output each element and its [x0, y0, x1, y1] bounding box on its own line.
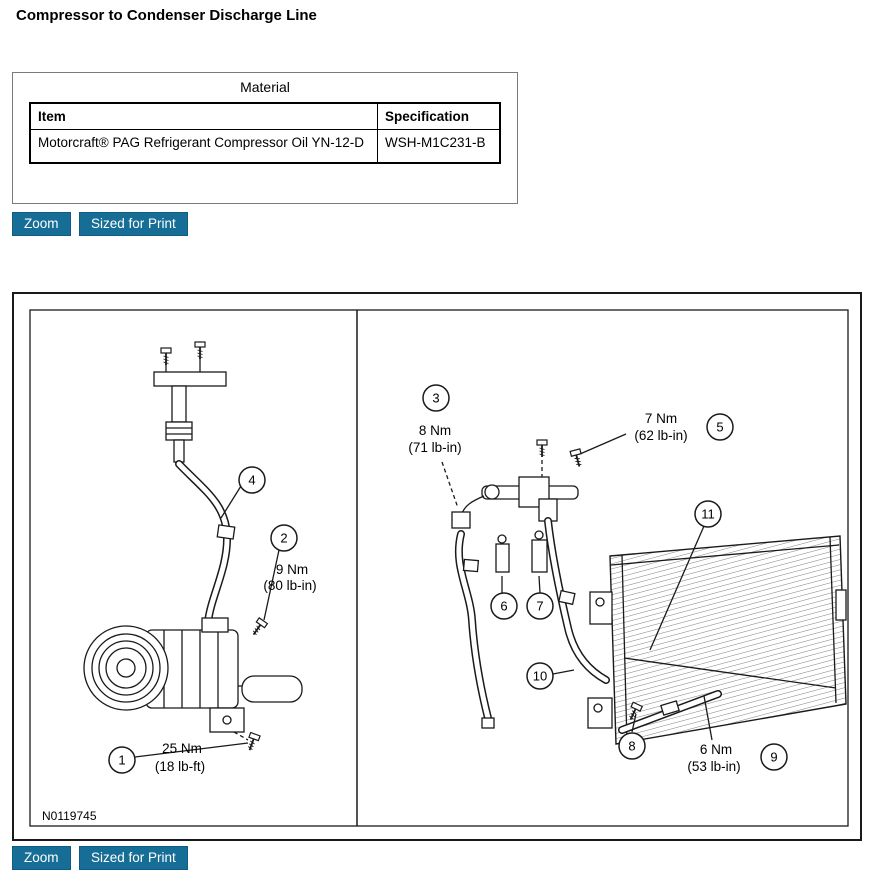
svg-text:(80 lb-in): (80 lb-in): [263, 578, 317, 593]
svg-text:2: 2: [280, 530, 288, 546]
callout-4: [239, 467, 265, 493]
sized-for-print-button-bottom[interactable]: Sized for Print: [79, 846, 188, 870]
svg-text:25 Nm: 25 Nm: [162, 741, 202, 756]
column-header-item: Item: [30, 103, 378, 130]
bottom-toolbar: [12, 846, 192, 870]
svg-text:1: 1: [118, 752, 126, 768]
svg-text:8 Nm: 8 Nm: [418, 423, 452, 438]
callout-1: [109, 747, 135, 773]
parts-diagram-figure: [12, 292, 862, 841]
svg-text:(53 lb-in): (53 lb-in): [687, 759, 741, 774]
svg-text:(18 lb-ft): (18 lb-ft): [154, 759, 206, 774]
figure-id: N0119745: [42, 809, 97, 823]
zoom-button-bottom[interactable]: Zoom: [12, 846, 71, 870]
page-title: Compressor to Condenser Discharge Line: [16, 7, 317, 24]
torque-label-9: [687, 742, 740, 774]
callout-10: [527, 663, 553, 689]
svg-text:9 Nm: 9 Nm: [275, 562, 309, 577]
sized-for-print-button[interactable]: Sized for Print: [79, 212, 188, 236]
parts-diagram: [14, 294, 860, 839]
material-table-box: [12, 72, 518, 204]
svg-text:7 Nm: 7 Nm: [644, 411, 678, 426]
figure-toolbar: [12, 212, 192, 236]
svg-text:4: 4: [248, 472, 256, 488]
material-table: [29, 102, 501, 164]
svg-text:11: 11: [701, 506, 715, 522]
callout-3: [423, 385, 449, 411]
condenser-drawing: [588, 536, 846, 744]
svg-text:3: 3: [432, 390, 440, 406]
svg-text:10: 10: [532, 668, 548, 684]
svg-text:6 Nm: 6 Nm: [699, 742, 733, 757]
callout-6: [491, 593, 517, 619]
torque-label-1: [155, 741, 205, 774]
callout-8: [619, 733, 645, 759]
svg-text:5: 5: [716, 419, 724, 435]
svg-text:7: 7: [536, 598, 544, 614]
manifold-drawing: [452, 440, 606, 728]
table-row: [30, 130, 500, 164]
cell-specification: WSH-M1C231-B: [378, 130, 501, 164]
callout-5: [707, 414, 733, 440]
svg-text:8: 8: [628, 738, 636, 754]
torque-label-5: [634, 411, 687, 443]
callout-2: [271, 525, 297, 551]
svg-text:(71 lb-in): (71 lb-in): [408, 440, 462, 455]
cell-item: Motorcraft® PAG Refrigerant Compressor Oil YN-12-D: [30, 130, 378, 164]
svg-text:(62 lb-in): (62 lb-in): [634, 428, 688, 443]
compressor-drawing: [84, 342, 302, 752]
callout-7: [527, 593, 553, 619]
torque-label-2: [263, 562, 316, 593]
callout-11: [695, 501, 721, 527]
callout-9: [761, 744, 787, 770]
svg-text:9: 9: [770, 749, 778, 765]
zoom-button[interactable]: Zoom: [12, 212, 71, 236]
svg-text:6: 6: [500, 598, 508, 614]
column-header-specification: Specification: [378, 103, 501, 130]
torque-label-3: [408, 423, 461, 455]
material-table-caption: Material: [240, 79, 290, 95]
